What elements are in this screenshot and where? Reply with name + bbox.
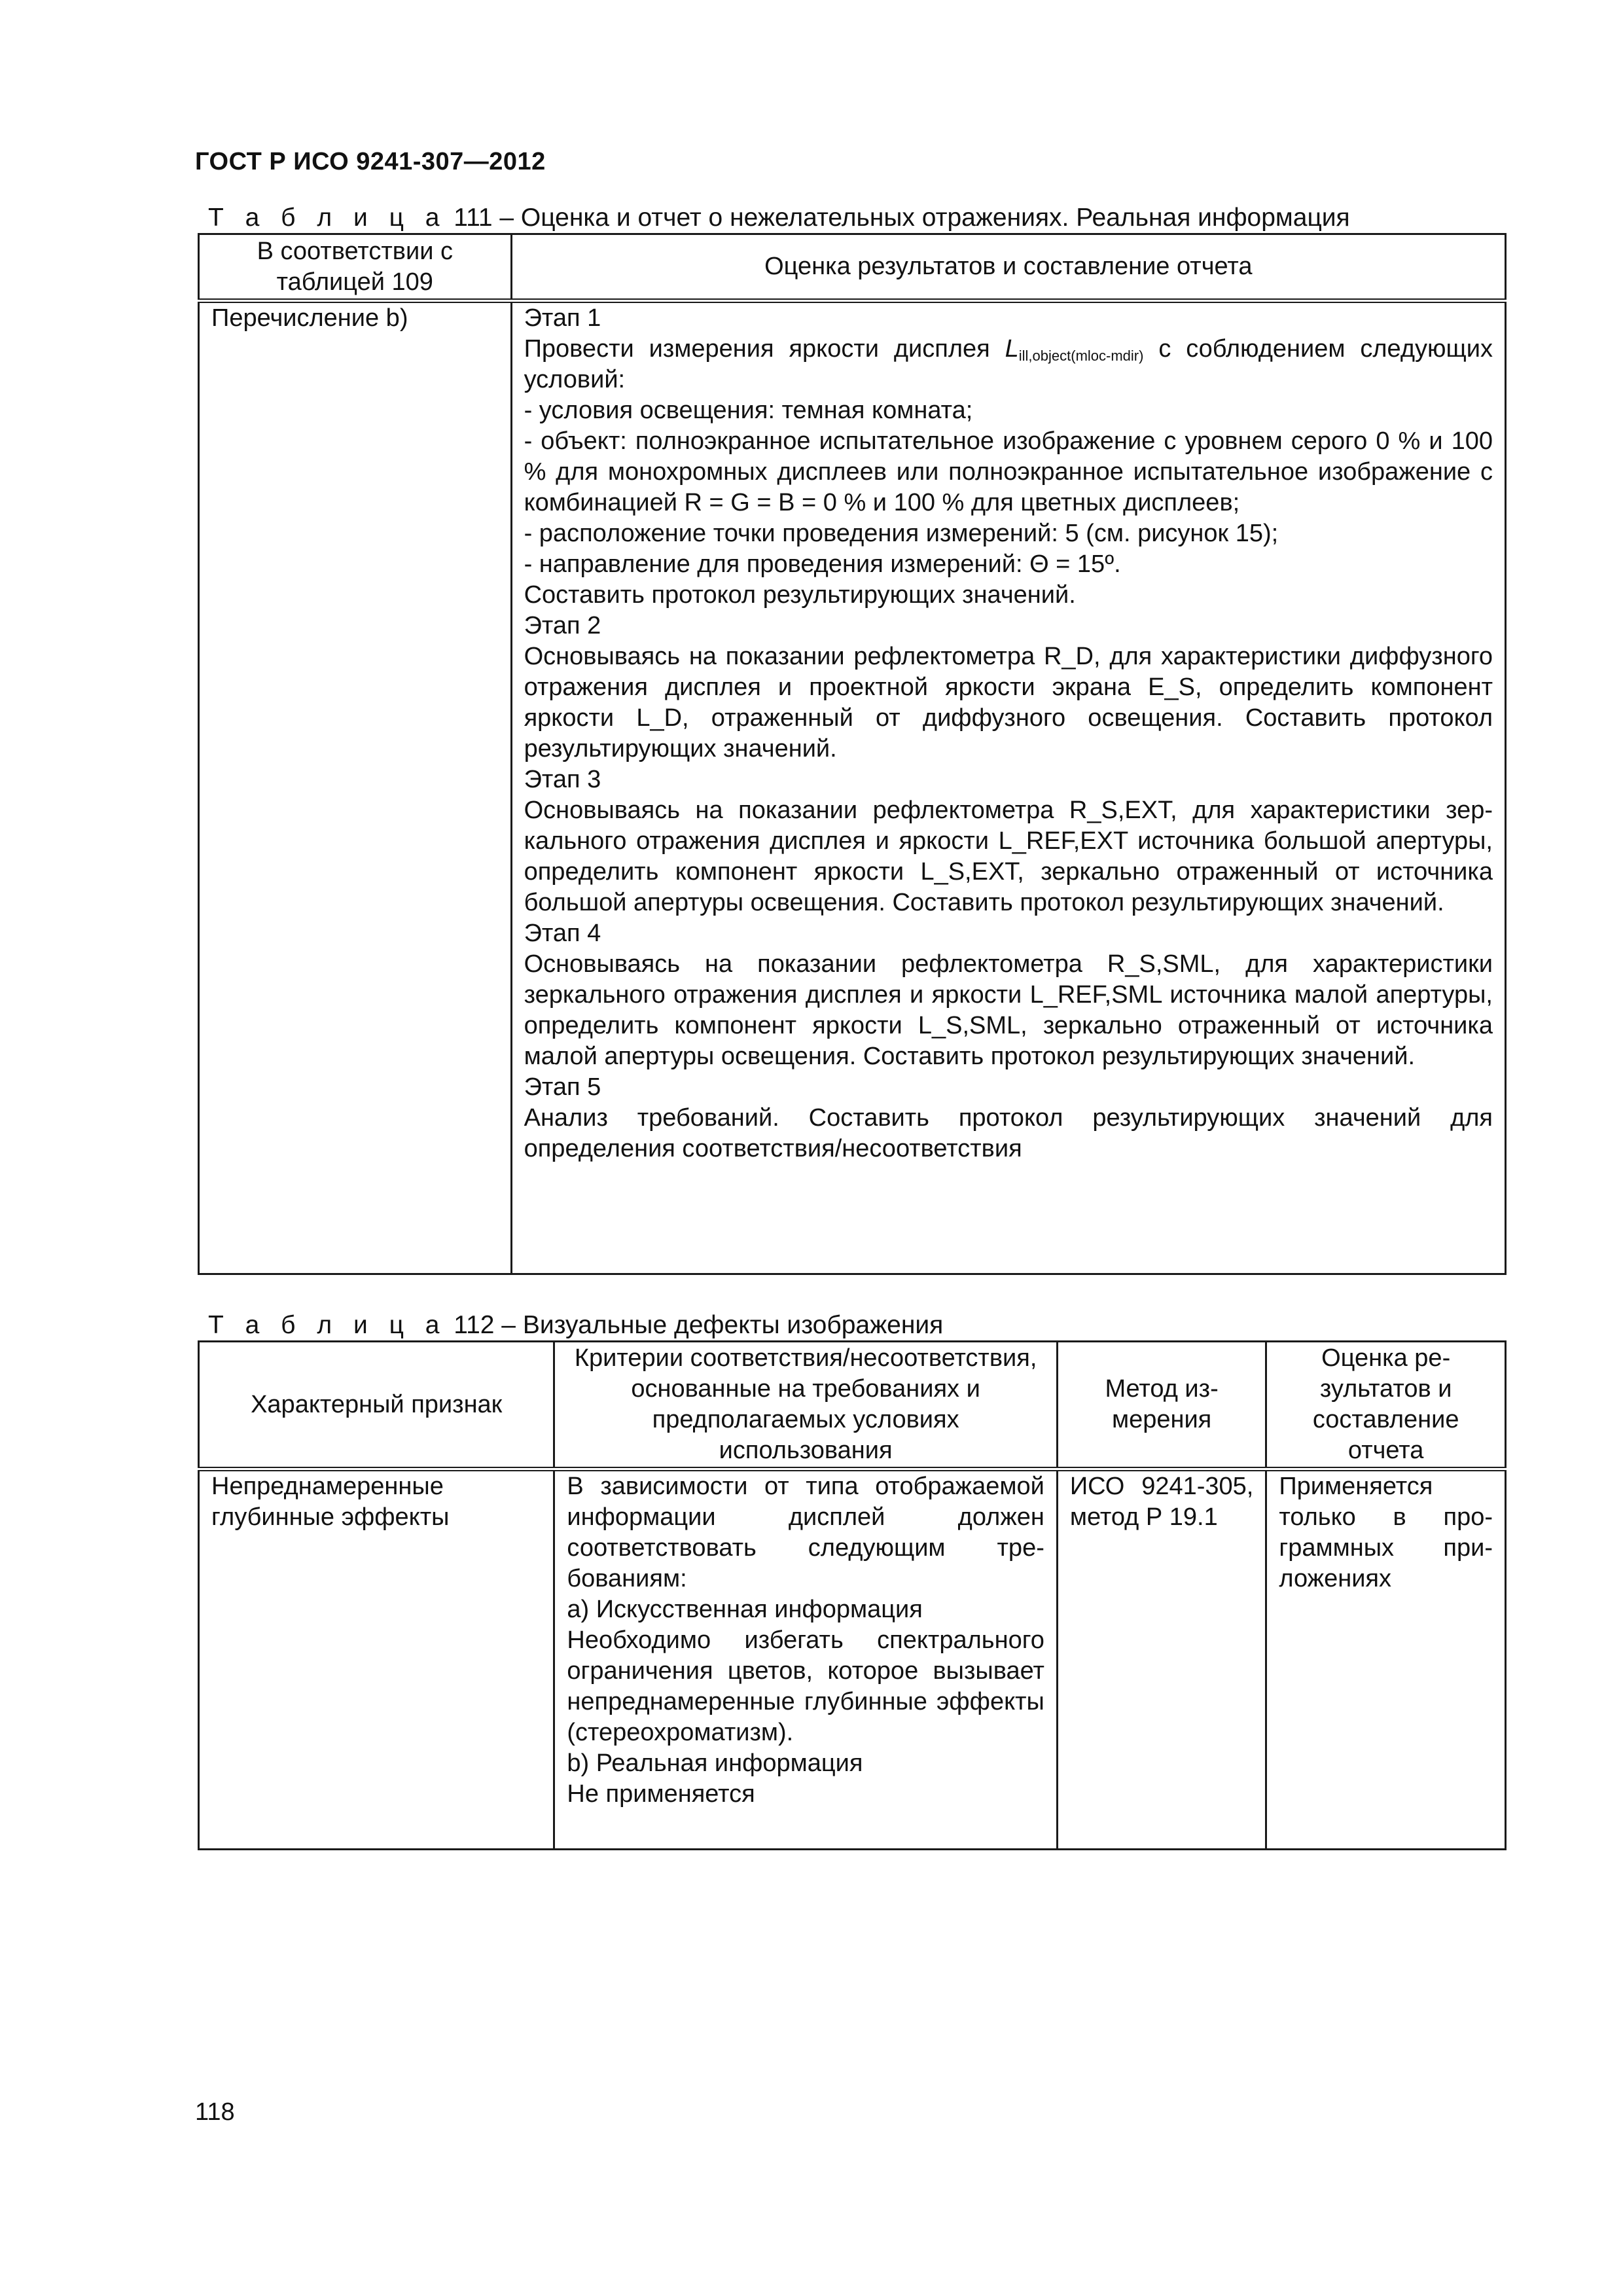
table-112-caption	[208, 1310, 943, 1340]
step-4-title: Этап 4	[524, 920, 601, 947]
criteria-a-text: Необходимо избегать спектрального ограничения цветов, которое вызывает непреднамеренные глубинные эффекты (стереохроматизм).	[567, 1626, 1044, 1746]
table-word: Т а б л и ц а	[208, 1311, 447, 1339]
col-header-reference: В соответствии с таблицей 109	[199, 234, 512, 301]
step-1-item-4: - направление для проведения измерений: Θ = 15º.	[524, 550, 1121, 578]
step-1-item-2: - объект: полноэкранное испытательное изображение с уровнем серого 0 % и 100 % для монохромных дисплеев или полноэкранное испытательное изображение с комбинацией R = G = B = 0 % и 100 % для цветных дисплеев;	[524, 427, 1493, 516]
step-4-text: Основываясь на показании рефлектометра R_S,SML, для характеристики зеркального отражения дисплея и яркости L_REF,SML источника малой апертуры, определить компонент яркости L_S,SML, зеркально отраженный от источника малой апертуры освещения. Составить протокол результирующих значений.	[524, 950, 1493, 1070]
step-1-report: Составить протокол результирующих значений.	[524, 581, 1076, 609]
table-header-row	[199, 1342, 1506, 1469]
step-2-title: Этап 2	[524, 612, 601, 639]
col-header-evaluation: Оценка результатов и составление отчета	[511, 234, 1505, 301]
table-header-row	[199, 234, 1506, 301]
step-1-item-3: - расположение точки проведения измерений: 5 (см. рисунок 15);	[524, 520, 1279, 547]
step-2-text: Основываясь на показании рефлектометра R_D, для характеристики диффузного отражения дисплея и проектной яркости экрана E_S, определить компонент яркости L_D, отраженный от диффузного освещения. Составить протокол результирующих значений.	[524, 643, 1493, 762]
table-row	[199, 301, 1506, 1274]
step-1-item-1: - условия освещения: темная комната;	[524, 397, 973, 424]
step-3-title: Этап 3	[524, 766, 601, 793]
criteria-b-text: Не применяется	[567, 1780, 755, 1808]
table-112	[198, 1340, 1507, 1850]
row-label: Перечисление b)	[199, 301, 512, 1274]
col-header-report: Оценка результатов и составление отчета	[1266, 1342, 1506, 1469]
table-112-title: 112 – Визуальные дефекты изображения	[454, 1311, 944, 1339]
table-111-caption	[208, 203, 1350, 233]
method-cell: ИСО 9241-305, метод Р 19.1	[1057, 1469, 1266, 1850]
step-3-text: Основываясь на показании рефлектометра R_S,EXT, для характеристики зеркального отражения дисплея и яркости L_REF,EXT источника большой апертуры, определить компонент яркости L_S,EXT, зеркально отраженный от источника большой апертуры освещения. Составить протокол результирующих значений.	[524, 797, 1493, 916]
step-1-text: Провести измерения яркости дисплея $L_{ill,object(mloc-mdir)}$ с соблюдением следующих условий:	[524, 335, 1493, 393]
col-header-method: Метод измерения	[1057, 1342, 1266, 1469]
criteria-intro: В зависимости от типа отображаемой информации дисплей должен соответствовать следующим требованиям:	[567, 1473, 1044, 1592]
col-header-criteria: Критерии соответствия/несоответствия, основанные на требованиях и предполагаемых условиях использования	[554, 1342, 1057, 1469]
step-1-title: Этап 1	[524, 304, 601, 332]
step-5-text: Анализ требований. Составить протокол результирующих значений для определения соответствия/несоответствия	[524, 1104, 1493, 1162]
report-cell: Применяется только в программных приложениях	[1266, 1469, 1506, 1850]
feature-cell: Непреднамеренные глубинные эффекты	[199, 1469, 554, 1850]
criteria-cell	[554, 1469, 1057, 1850]
criteria-b-title: b) Реальная информация	[567, 1749, 863, 1777]
table-row	[199, 1469, 1506, 1850]
col-header-feature: Характерный признак	[199, 1342, 554, 1469]
criteria-a-title: a) Искусственная информация	[567, 1596, 923, 1623]
step-5-title: Этап 5	[524, 1073, 601, 1101]
table-word: Т а б л и ц а	[208, 204, 447, 232]
page-number: 118	[195, 2098, 235, 2126]
evaluation-steps	[511, 301, 1505, 1274]
document-header: ГОСТ Р ИСО 9241-307—2012	[195, 148, 546, 175]
table-111	[198, 233, 1507, 1275]
table-111-title: 111 – Оценка и отчет о нежелательных отражениях. Реальная информация	[454, 204, 1350, 232]
